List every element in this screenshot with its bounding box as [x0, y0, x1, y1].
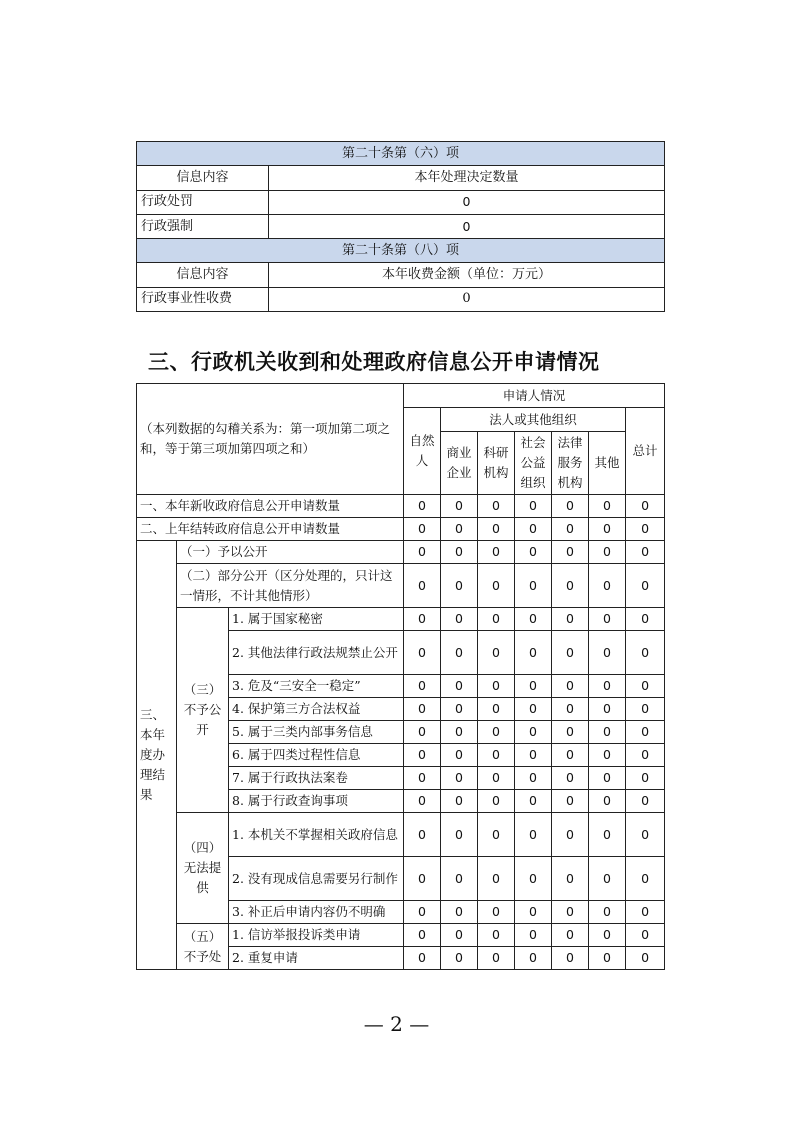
- cell-value: 0: [404, 698, 441, 721]
- cell-value: 0: [478, 608, 515, 631]
- row-penalty-label: 行政处罚: [137, 190, 269, 214]
- applications-table: [136, 383, 665, 970]
- cell-value: 0: [404, 541, 441, 564]
- cell-value: 0: [552, 631, 589, 675]
- cell-value: 0: [589, 608, 626, 631]
- cell-value: 0: [515, 901, 552, 924]
- cell-value: 0: [515, 608, 552, 631]
- commercial-header: 商业企业: [441, 432, 478, 495]
- cell-value: 0: [441, 608, 478, 631]
- cell-value: 0: [441, 813, 478, 857]
- cell-value: 0: [441, 857, 478, 901]
- table-row: [137, 564, 665, 608]
- cell-value: 0: [478, 698, 515, 721]
- cell-value: 0: [441, 947, 478, 970]
- section-title: 三、行政机关收到和处理政府信息公开申请情况: [148, 350, 600, 374]
- cell-value: 0: [626, 790, 665, 813]
- cell-value: 0: [441, 744, 478, 767]
- cell-value: 0: [589, 767, 626, 790]
- cell-value: 0: [626, 767, 665, 790]
- cell-value: 0: [478, 631, 515, 675]
- row-fees-label: 行政事业性收费: [137, 287, 269, 311]
- cell-value: 0: [404, 767, 441, 790]
- unavailable-reason: 1. 本机关不掌握相关政府信息: [229, 813, 404, 857]
- cell-value: 0: [478, 495, 515, 518]
- row-fees-value: 0: [269, 287, 665, 311]
- cell-value: 0: [478, 790, 515, 813]
- cell-value: 0: [515, 698, 552, 721]
- admin-actions-table: [136, 141, 665, 312]
- cell-value: 0: [404, 518, 441, 541]
- cell-value: 0: [515, 495, 552, 518]
- cell-value: 0: [441, 631, 478, 675]
- cell-value: 0: [626, 813, 665, 857]
- cell-value: 0: [478, 675, 515, 698]
- cell-value: 0: [589, 541, 626, 564]
- cell-value: 0: [589, 698, 626, 721]
- cell-value: 0: [441, 518, 478, 541]
- cell-value: 0: [626, 947, 665, 970]
- withhold-reason: 5. 属于三类内部事务信息: [229, 721, 404, 744]
- cell-value: 0: [404, 608, 441, 631]
- cell-value: 0: [515, 721, 552, 744]
- table-row: [137, 608, 665, 631]
- not-processed-reason: 2. 重复申请: [229, 947, 404, 970]
- cell-value: 0: [441, 564, 478, 608]
- cell-value: 0: [441, 790, 478, 813]
- cell-value: 0: [441, 675, 478, 698]
- withhold-reason: 3. 危及“三安全一稳定”: [229, 675, 404, 698]
- cell-value: 0: [515, 857, 552, 901]
- cell-value: 0: [589, 813, 626, 857]
- cell-value: 0: [441, 721, 478, 744]
- table-row: [137, 924, 665, 947]
- group-withhold-label: （三）不予公开: [177, 608, 229, 813]
- section-8-header: 第二十条第（八）项: [137, 239, 665, 263]
- cell-value: 0: [589, 675, 626, 698]
- cell-value: 0: [478, 901, 515, 924]
- cell-value: 0: [478, 857, 515, 901]
- unavailable-reason: 3. 补正后申请内容仍不明确: [229, 901, 404, 924]
- cell-value: 0: [589, 564, 626, 608]
- cell-value: 0: [552, 495, 589, 518]
- cell-value: 0: [515, 947, 552, 970]
- cell-value: 0: [478, 518, 515, 541]
- row-new-label: 一、本年新收政府信息公开申请数量: [137, 495, 404, 518]
- cell-value: 0: [589, 790, 626, 813]
- cell-value: 0: [626, 901, 665, 924]
- cell-value: 0: [404, 744, 441, 767]
- section-6-header: 第二十条第（六）项: [137, 142, 665, 166]
- cell-value: 0: [441, 767, 478, 790]
- col-info-header: 信息内容: [137, 166, 269, 190]
- cell-value: 0: [626, 495, 665, 518]
- cell-value: 0: [404, 813, 441, 857]
- total-header: 总计: [626, 408, 665, 495]
- cell-value: 0: [404, 901, 441, 924]
- cell-value: 0: [478, 721, 515, 744]
- cell-value: 0: [404, 947, 441, 970]
- col-fees-header: 本年收费金额（单位：万元）: [269, 263, 665, 287]
- natural-person-header: 自然人: [404, 408, 441, 495]
- cell-value: 0: [478, 813, 515, 857]
- page-number: — 2 —: [363, 1012, 430, 1036]
- cell-value: 0: [552, 698, 589, 721]
- cell-value: 0: [552, 901, 589, 924]
- result-partial-label: （二）部分公开（区分处理的，只计这一情形，不计其他情形）: [177, 564, 404, 608]
- applicant-header: 申请人情况: [404, 384, 665, 408]
- cell-value: 0: [589, 744, 626, 767]
- cell-value: 0: [404, 495, 441, 518]
- cell-value: 0: [552, 813, 589, 857]
- table-row: [137, 518, 665, 541]
- withhold-reason: 6. 属于四类过程性信息: [229, 744, 404, 767]
- cell-value: 0: [404, 857, 441, 901]
- cell-value: 0: [404, 721, 441, 744]
- other-header: 其他: [589, 432, 626, 495]
- col-decisions-header: 本年处理决定数量: [269, 166, 665, 190]
- cell-value: 0: [552, 541, 589, 564]
- row-enforce-label: 行政强制: [137, 214, 269, 238]
- cell-value: 0: [552, 518, 589, 541]
- table-row: [137, 541, 665, 564]
- legal-service-header: 法律服务机构: [552, 432, 589, 495]
- cell-value: 0: [515, 767, 552, 790]
- cell-value: 0: [515, 790, 552, 813]
- cell-value: 0: [441, 901, 478, 924]
- cell-value: 0: [478, 767, 515, 790]
- cell-value: 0: [589, 631, 626, 675]
- public-org-header: 社会公益组织: [515, 432, 552, 495]
- cell-value: 0: [478, 541, 515, 564]
- research-header: 科研机构: [478, 432, 515, 495]
- row-carry-label: 二、上年结转政府信息公开申请数量: [137, 518, 404, 541]
- cell-value: 0: [552, 744, 589, 767]
- cell-value: 0: [515, 744, 552, 767]
- cell-value: 0: [626, 518, 665, 541]
- cell-value: 0: [441, 541, 478, 564]
- withhold-reason: 8. 属于行政查询事项: [229, 790, 404, 813]
- group-not-processed-label: （五）不予处: [177, 924, 229, 970]
- cell-value: 0: [626, 608, 665, 631]
- cell-value: 0: [626, 675, 665, 698]
- cell-value: 0: [478, 564, 515, 608]
- cell-value: 0: [589, 518, 626, 541]
- cell-value: 0: [478, 947, 515, 970]
- withhold-reason: 4. 保护第三方合法权益: [229, 698, 404, 721]
- cell-value: 0: [515, 631, 552, 675]
- not-processed-reason: 1. 信访举报投诉类申请: [229, 924, 404, 947]
- cell-value: 0: [515, 541, 552, 564]
- cell-value: 0: [515, 518, 552, 541]
- cell-value: 0: [589, 721, 626, 744]
- cell-value: 0: [441, 495, 478, 518]
- cell-value: 0: [404, 924, 441, 947]
- cell-value: 0: [626, 924, 665, 947]
- cell-value: 0: [626, 541, 665, 564]
- group-unavailable-label: （四）无法提供: [177, 813, 229, 924]
- cell-value: 0: [404, 564, 441, 608]
- table-row: [137, 813, 665, 857]
- cell-value: 0: [552, 857, 589, 901]
- cell-value: 0: [589, 495, 626, 518]
- withhold-reason: 7. 属于行政执法案卷: [229, 767, 404, 790]
- cell-value: 0: [626, 721, 665, 744]
- cell-value: 0: [626, 631, 665, 675]
- table-row: [137, 495, 665, 518]
- unavailable-reason: 2. 没有现成信息需要另行制作: [229, 857, 404, 901]
- col-info2-header: 信息内容: [137, 263, 269, 287]
- row-enforce-value: 0: [269, 214, 665, 238]
- cell-value: 0: [404, 790, 441, 813]
- legal-org-header: 法人或其他组织: [441, 408, 626, 432]
- cell-value: 0: [552, 790, 589, 813]
- cell-value: 0: [515, 924, 552, 947]
- cell-value: 0: [589, 901, 626, 924]
- row-penalty-value: 0: [269, 190, 665, 214]
- cell-value: 0: [404, 675, 441, 698]
- cell-value: 0: [515, 564, 552, 608]
- withhold-reason: 2. 其他法律行政法规禁止公开: [229, 631, 404, 675]
- cell-value: 0: [515, 675, 552, 698]
- cell-value: 0: [626, 857, 665, 901]
- cell-value: 0: [626, 744, 665, 767]
- cell-value: 0: [552, 675, 589, 698]
- result-disclose-label: （一）予以公开: [177, 541, 404, 564]
- cell-value: 0: [441, 698, 478, 721]
- cell-value: 0: [552, 924, 589, 947]
- cell-value: 0: [515, 813, 552, 857]
- cell-value: 0: [478, 924, 515, 947]
- cell-value: 0: [552, 564, 589, 608]
- cell-value: 0: [441, 924, 478, 947]
- cell-value: 0: [404, 631, 441, 675]
- cell-value: 0: [589, 857, 626, 901]
- withhold-reason: 1. 属于国家秘密: [229, 608, 404, 631]
- cell-value: 0: [552, 608, 589, 631]
- cell-value: 0: [552, 767, 589, 790]
- cell-value: 0: [589, 924, 626, 947]
- cell-value: 0: [626, 564, 665, 608]
- cell-value: 0: [589, 947, 626, 970]
- cell-value: 0: [478, 744, 515, 767]
- formula-note: （本列数据的勾稽关系为：第一项加第二项之和，等于第三项加第四项之和）: [137, 384, 404, 495]
- cell-value: 0: [626, 698, 665, 721]
- cell-value: 0: [552, 947, 589, 970]
- results-group-label: 三、本年度办理结果: [137, 541, 177, 970]
- cell-value: 0: [552, 721, 589, 744]
